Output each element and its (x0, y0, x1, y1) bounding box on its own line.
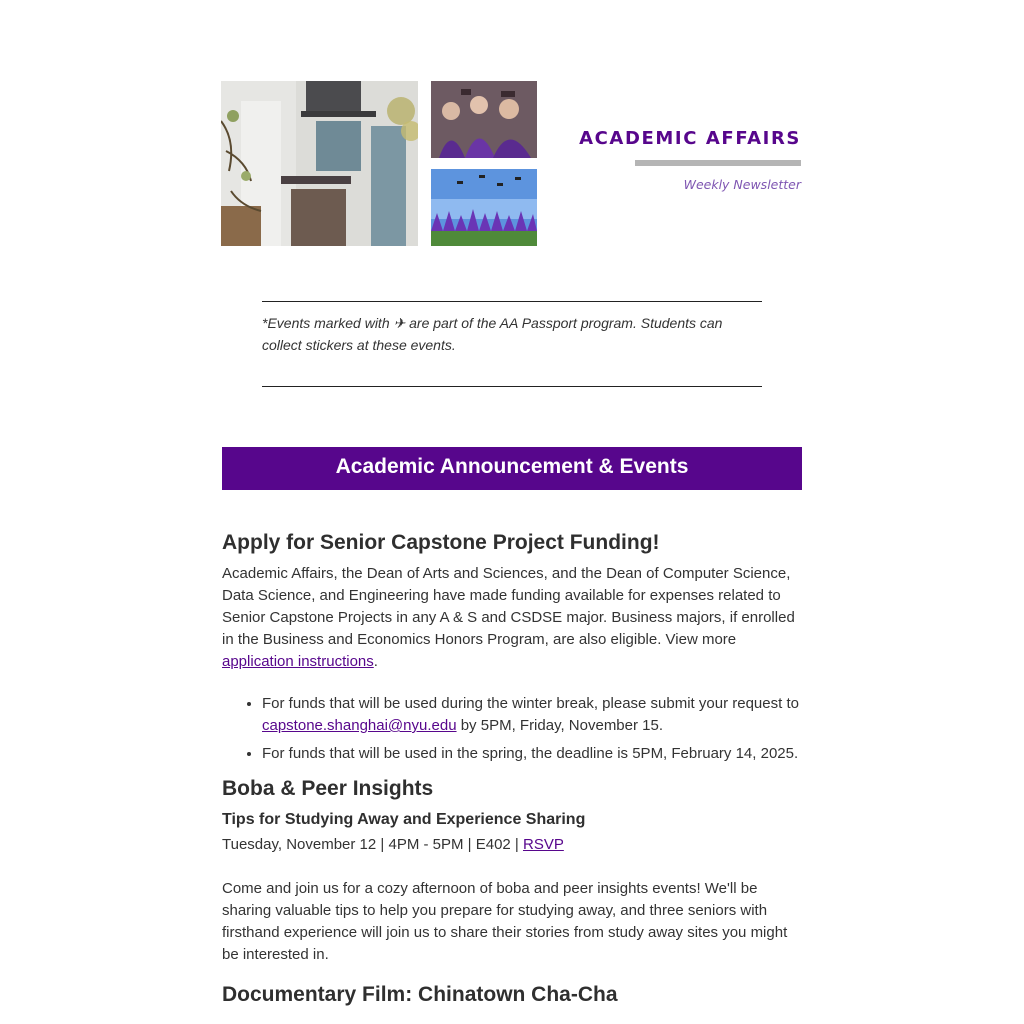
list-item: • For funds that will be used in the spring, the deadline is 5PM, February 14, 2025. (262, 743, 802, 765)
capstone-email-link[interactable]: capstone.shanghai@nyu.edu (262, 717, 457, 734)
note-top-divider (262, 301, 762, 302)
boba-details (222, 834, 802, 856)
event-details: Tuesday, November 12 | 4PM - 5PM | E402 | (222, 836, 523, 853)
students-photo (431, 81, 537, 158)
bullet-text: For funds that will be used during the winter break, please submit your request to (262, 695, 799, 712)
content-column (222, 528, 802, 1010)
bullet-text-end: by 5PM, Friday, November 15. (456, 717, 664, 734)
capstone-deadlines (222, 693, 802, 765)
graduation-photo (431, 169, 537, 246)
boba-title: Boba & Peer Insights (222, 777, 434, 800)
note-bottom-divider (262, 386, 762, 387)
list-item (262, 693, 802, 737)
section-title: Academic Announcement & Events (335, 455, 689, 478)
capstone-title: Apply for Senior Capstone Project Funding! (222, 531, 660, 554)
application-instructions-link[interactable]: application instructions (222, 653, 374, 670)
documentary-title: Documentary Film: Chinatown Cha-Cha (222, 983, 618, 1006)
boba-body: Come and join us for a cozy afternoon of boba and peer insights events! We'll be sharing valuable tips to help you prepare for studying away, and three seniors with firsthand experience will join us to share their stories from study away sites you might be interested in. (222, 880, 788, 963)
boba-subtitle: Tips for Studying Away and Experience Sharing (222, 811, 586, 828)
section-header (222, 447, 802, 490)
capstone-body (222, 563, 802, 673)
rsvp-link[interactable]: RSVP (522, 836, 564, 853)
brand-divider (635, 160, 801, 166)
building-photo (221, 81, 418, 246)
brand-subtitle: Weekly Newsletter (683, 177, 801, 192)
capstone-body-text: Academic Affairs, the Dean of Arts and Sciences, and the Dean of Computer Science, Data Science, and Engineering have made funding available for expenses related to Senior Capstone Projects in any A & S and CSDSE major. Business majors, if enrolled in the Business and Economics Honors Program, are also eligible. View more (222, 565, 795, 648)
passport-note: *Events marked with ✈ are part of the AA Passport program. Students can collect stickers at these events. (262, 315, 723, 353)
header-banner (221, 81, 801, 246)
capstone-body-end: . (373, 653, 378, 670)
brand-title: ACADEMIC AFFAIRS (579, 128, 801, 149)
